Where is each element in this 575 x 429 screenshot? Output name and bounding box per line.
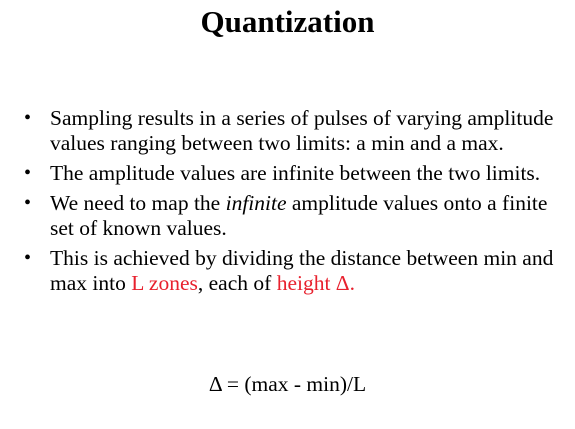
bullet-item [22,106,562,156]
bullet-item [22,161,562,186]
bullet-icon: • [24,107,32,129]
bullet-text-emphasis: infinite [225,191,287,215]
bullet-text-before: This is achieved by dividing the distance between min and max into [50,246,554,295]
bullet-item [22,246,562,296]
bullet-text-after: amplitude values onto a finite set of known values. [50,191,548,240]
formula [0,372,575,397]
slide-title: Quantization [200,4,375,39]
bullet-icon: • [24,247,32,269]
bullet-text: Sampling results in a series of pulses of varying amplitude values ranging between two limits: a min and a max. [50,106,554,155]
bullet-text-before: We need to map the [50,191,226,215]
formula-text: Δ = (max - min)/L [208,372,367,396]
bullet-highlight-l-zones: L zones [131,271,198,295]
bullet-list [22,106,562,301]
bullet-text: The amplitude values are infinite between the two limits. [50,161,541,185]
bullet-highlight-height: height Δ. [276,271,356,295]
bullet-item [22,191,562,241]
bullet-icon: • [24,192,32,214]
bullet-text-middle: , each of [197,271,277,295]
bullet-icon: • [24,162,32,184]
